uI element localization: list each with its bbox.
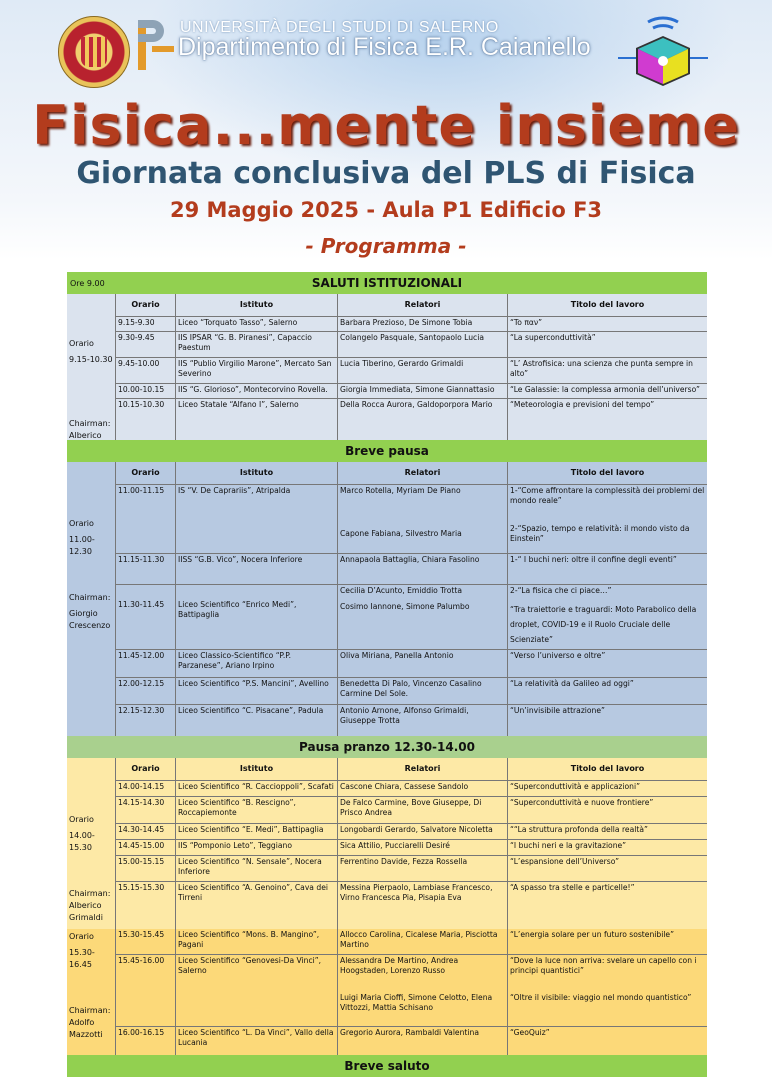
session-side xyxy=(67,758,115,923)
relatori-2: Luigi Maria Cioffi, Simone Celotto, Elena Vittozzi, Mattia Schisano xyxy=(340,993,493,1012)
chair-name: Alberico xyxy=(69,431,102,440)
col-orario: Orario xyxy=(115,462,175,484)
row-titolo xyxy=(507,585,707,649)
table-row xyxy=(115,399,707,440)
row-orario: 10.00-10.15 xyxy=(115,384,175,398)
row-orario: 11.15-11.30 xyxy=(115,554,175,584)
relatori-1: Alessandra De Martino, Andrea Hoogstaden, Lorenzo Russo xyxy=(340,956,459,975)
row-relatori xyxy=(337,955,507,1026)
session-2 xyxy=(67,462,707,736)
row-istituto: IIS IPSAR “G. B. Piranesi”, Capaccio Paestum xyxy=(175,332,337,357)
table-row xyxy=(115,585,707,650)
chair-label: Chairman: xyxy=(69,1006,111,1015)
row-orario: 11.30-11.45 xyxy=(115,585,175,649)
break-title: Breve saluto xyxy=(344,1059,430,1073)
session-side xyxy=(67,929,115,1053)
row-orario: 15.45-16.00 xyxy=(115,955,175,1026)
row-istituto: Liceo Scientifico “Enrico Medi”, Battipaglia xyxy=(175,585,337,649)
row-istituto: Liceo Scientifico “L. Da Vinci”, Vallo della Lucania xyxy=(175,1027,337,1055)
section-title: SALUTI ISTITUZIONALI xyxy=(311,276,463,290)
row-orario: 9.15-9.30 xyxy=(115,317,175,331)
table-row xyxy=(115,485,707,554)
col-titolo: Titolo del lavoro xyxy=(507,758,707,780)
row-titolo: 1-“ I buchi neri: oltre il confine degli eventi” xyxy=(507,554,707,584)
university-seal-icon xyxy=(58,16,130,88)
row-titolo: “Le Galassie: la complessa armonia dell’universo” xyxy=(507,384,707,398)
break-bar xyxy=(67,1055,707,1077)
row-relatori: Sica Attilio, Pucciarelli Desiré xyxy=(337,840,507,855)
row-relatori: Cascone Chiara, Cassese Sandolo xyxy=(337,781,507,796)
titolo-2: “Tra traiettorie e traguardi: Moto Parabolico della droplet, COVID-19 e il Ruolo Cruciale delle Scienziate” xyxy=(510,605,697,644)
row-relatori: Ferrentino Davide, Fezza Rossella xyxy=(337,856,507,881)
pf-logo-icon xyxy=(138,20,174,70)
break-title: Breve pausa xyxy=(345,444,429,458)
col-orario: Orario xyxy=(115,758,175,780)
row-orario: 14.30-14.45 xyxy=(115,824,175,839)
lunch-title: Pausa pranzo 12.30-14.00 xyxy=(299,740,475,754)
break-bar xyxy=(67,440,707,462)
titolo-2: “Oltre il visibile: viaggio nel mondo quantistico” xyxy=(510,993,692,1002)
relatori-1: Marco Rotella, Myriam De Piano xyxy=(340,486,461,495)
date-place: 29 Maggio 2025 - Aula P1 Edificio F3 xyxy=(169,198,603,222)
titolo-1: 1-“Come affrontare la complessità dei problemi del mondo reale” xyxy=(510,486,705,505)
chair-name: Giorgio Crescenzo xyxy=(69,609,111,630)
row-istituto: Liceo Scientifico “Mons. B. Mangino”, Pagani xyxy=(175,929,337,954)
row-istituto: Liceo Classico-Scientifico “P.P. Parzanese”, Ariano Irpino xyxy=(175,650,337,677)
row-istituto: Liceo Scientifico “P.S. Mancini”, Avellino xyxy=(175,678,337,704)
session-side xyxy=(67,462,115,730)
session-side xyxy=(67,294,115,440)
table-row xyxy=(115,929,707,955)
row-relatori: Colangelo Pasquale, Santopaolo Lucia xyxy=(337,332,507,357)
col-relatori: Relatori xyxy=(337,462,507,484)
chair-label: Chairman: xyxy=(69,419,111,428)
row-titolo xyxy=(507,485,707,553)
table-row xyxy=(115,358,707,384)
row-titolo: “La superconduttività” xyxy=(507,332,707,357)
section-bar-saluti xyxy=(67,272,707,294)
table-row xyxy=(115,824,707,840)
chair-label: Chairman: xyxy=(69,593,111,602)
row-titolo: “To παν” xyxy=(507,317,707,331)
row-relatori: Oliva Miriana, Panella Antonio xyxy=(337,650,507,677)
session-time: 11.00-12.30 xyxy=(69,535,95,556)
chair-label: Chairman: xyxy=(69,889,111,898)
table-header xyxy=(115,462,707,485)
table-row xyxy=(115,840,707,856)
poster-title: Fisica...mente insieme xyxy=(32,94,740,157)
titolo-1: “Dove la luce non arriva: svelare un capello con i principi quantistici” xyxy=(510,956,697,975)
university-name: UNIVERSITÀ DEGLI STUDI DI SALERNO xyxy=(180,19,499,36)
session-4 xyxy=(67,929,707,1055)
row-orario: 11.00-11.15 xyxy=(115,485,175,553)
col-istituto: Istituto xyxy=(175,758,337,780)
row-relatori: Gregorio Aurora, Rambaldi Valentina xyxy=(337,1027,507,1055)
row-orario: 14.45-15.00 xyxy=(115,840,175,855)
row-istituto: IIS “Publio Virgilio Marone”, Mercato San Severino xyxy=(175,358,337,383)
row-istituto: Liceo Scientifico “N. Sensale”, Nocera Inferiore xyxy=(175,856,337,881)
row-istituto: IIS “G. Glorioso”, Montecorvino Rovella. xyxy=(175,384,337,398)
orario-label: Orario xyxy=(69,815,94,824)
row-titolo: “La relatività da Galileo ad oggi” xyxy=(507,678,707,704)
table-header xyxy=(115,294,707,317)
row-orario: 9.45-10.00 xyxy=(115,358,175,383)
row-orario: 14.00-14.15 xyxy=(115,781,175,796)
start-time: Ore 9.00 xyxy=(70,278,105,288)
session-time: 14.00-15.30 xyxy=(69,831,95,852)
titolo-2: 2-“Spazio, tempo e relatività: il mondo visto da Einstein” xyxy=(510,524,690,543)
row-relatori: Lucia Tiberino, Gerardo Grimaldi xyxy=(337,358,507,383)
row-titolo xyxy=(507,955,707,1026)
session-grid xyxy=(115,462,707,736)
table-header xyxy=(115,758,707,781)
col-titolo: Titolo del lavoro xyxy=(507,462,707,484)
row-relatori: Allocco Carolina, Cicalese Maria, Pisciotta Martino xyxy=(337,929,507,954)
table-row xyxy=(115,678,707,705)
row-orario: 15.15-15.30 xyxy=(115,882,175,929)
program-table xyxy=(67,272,707,1077)
relatori-2: Capone Fabiana, Silvestro Maria xyxy=(340,529,462,538)
row-titolo: ““La struttura profonda della realtà” xyxy=(507,824,707,839)
row-orario: 16.00-16.15 xyxy=(115,1027,175,1055)
table-row xyxy=(115,317,707,332)
col-istituto: Istituto xyxy=(175,462,337,484)
row-relatori: Antonio Arnone, Alfonso Grimaldi, Giuseppe Trotta xyxy=(337,705,507,736)
orario-label: Orario xyxy=(69,339,94,348)
row-relatori xyxy=(337,485,507,553)
lunch-bar xyxy=(67,736,707,758)
row-relatori: Benedetta Di Palo, Vincenzo Casalino Carmine Del Sole. xyxy=(337,678,507,704)
rgb-cube-logo-icon xyxy=(618,14,708,90)
table-row xyxy=(115,955,707,1027)
poster-subtitle: Giornata conclusiva del PLS di Fisica xyxy=(76,156,696,191)
row-titolo: “A spasso tra stelle e particelle!” xyxy=(507,882,707,929)
row-istituto: Liceo Scientifico “E. Medi”, Battipaglia xyxy=(175,824,337,839)
session-grid xyxy=(115,758,707,929)
row-orario: 15.00-15.15 xyxy=(115,856,175,881)
relatori-2: Cosimo Iannone, Simone Palumbo xyxy=(340,602,470,611)
col-relatori: Relatori xyxy=(337,294,507,316)
row-istituto: Liceo Scientifico “R. Caccioppoli”, Scafati xyxy=(175,781,337,796)
table-row xyxy=(115,856,707,882)
row-orario: 12.00-12.15 xyxy=(115,678,175,704)
chair-name: Adolfo Mazzotti xyxy=(69,1018,103,1039)
row-relatori xyxy=(337,585,507,649)
row-orario: 12.15-12.30 xyxy=(115,705,175,736)
row-orario: 9.30-9.45 xyxy=(115,332,175,357)
row-istituto: Liceo Scientifico “C. Pisacane”, Padula xyxy=(175,705,337,736)
row-relatori: Della Rocca Aurora, Galdoporpora Mario xyxy=(337,399,507,440)
col-relatori: Relatori xyxy=(337,758,507,780)
row-titolo: “L’espansione dell’Universo” xyxy=(507,856,707,881)
relatori-1: Cecilia D’Acunto, Emiddio Trotta xyxy=(340,586,462,595)
row-istituto: Liceo Scientifico “Genovesi-Da Vinci”, Salerno xyxy=(175,955,337,1026)
session-1 xyxy=(67,294,707,440)
row-istituto: Liceo “Torquato Tasso”, Salerno xyxy=(175,317,337,331)
row-istituto: Liceo Statale “Alfano I”, Salerno xyxy=(175,399,337,440)
row-titolo: “Superconduttività e applicazioni” xyxy=(507,781,707,796)
table-row xyxy=(115,1027,707,1055)
row-istituto: IIS “Pomponio Leto”, Teggiano xyxy=(175,840,337,855)
col-titolo: Titolo del lavoro xyxy=(507,294,707,316)
row-relatori: Annapaola Battaglia, Chiara Fasolino xyxy=(337,554,507,584)
col-orario: Orario xyxy=(115,294,175,316)
session-time: 9.15-10.30 xyxy=(69,355,113,364)
row-istituto: IISS “G.B. Vico”, Nocera Inferiore xyxy=(175,554,337,584)
table-row xyxy=(115,797,707,824)
row-relatori: De Falco Carmine, Bove Giuseppe, Di Prisco Andrea xyxy=(337,797,507,823)
programma-heading: - Programma - xyxy=(305,234,467,258)
orario-label: Orario xyxy=(69,932,94,941)
row-titolo: “Meteorologia e previsioni del tempo” xyxy=(507,399,707,440)
row-titolo: “GeoQuiz” xyxy=(507,1027,707,1055)
table-row xyxy=(115,384,707,399)
row-titolo: “L’energia solare per un futuro sostenibile” xyxy=(507,929,707,954)
row-orario: 15.30-15.45 xyxy=(115,929,175,954)
row-orario: 11.45-12.00 xyxy=(115,650,175,677)
table-row xyxy=(115,705,707,736)
session-time: 15.30-16.45 xyxy=(69,948,95,969)
session-grid xyxy=(115,294,707,440)
row-istituto: Liceo Scientifico “B. Rescigno”, Roccapiemonte xyxy=(175,797,337,823)
row-relatori: Longobardi Gerardo, Salvatore Nicoletta xyxy=(337,824,507,839)
row-relatori: Giorgia Immediata, Simone Giannattasio xyxy=(337,384,507,398)
orario-label: Orario xyxy=(69,519,94,528)
row-titolo: “L’ Astrofisica: una scienza che punta sempre in alto” xyxy=(507,358,707,383)
table-row xyxy=(115,332,707,358)
department-name: Dipartimento di Fisica E.R. Caianiello xyxy=(178,33,591,61)
row-orario: 10.15-10.30 xyxy=(115,399,175,440)
table-row xyxy=(115,554,707,585)
row-istituto: Liceo Scientifico “A. Genoino”, Cava dei Tirreni xyxy=(175,882,337,929)
row-relatori: Barbara Prezioso, De Simone Tobia xyxy=(337,317,507,331)
session-3 xyxy=(67,758,707,929)
row-titolo: “Un’invisibile attrazione” xyxy=(507,705,707,736)
row-titolo: “I buchi neri e la gravitazione” xyxy=(507,840,707,855)
table-row xyxy=(115,882,707,929)
poster-header xyxy=(0,0,772,265)
row-titolo: “Verso l’universo e oltre” xyxy=(507,650,707,677)
row-istituto: IS “V. De Caprariis”, Atripalda xyxy=(175,485,337,553)
col-istituto: Istituto xyxy=(175,294,337,316)
session-grid xyxy=(115,929,707,1055)
titolo-1: 2-“La fisica che ci piace…” xyxy=(510,586,612,595)
table-row xyxy=(115,650,707,678)
row-orario: 14.15-14.30 xyxy=(115,797,175,823)
chair-name: Alberico Grimaldi xyxy=(69,901,103,922)
table-row xyxy=(115,781,707,797)
row-titolo: “Superconduttività e nuove frontiere” xyxy=(507,797,707,823)
row-relatori: Messina Pierpaolo, Lambiase Francesco, Virno Francesca Pia, Pisapia Eva xyxy=(337,882,507,929)
